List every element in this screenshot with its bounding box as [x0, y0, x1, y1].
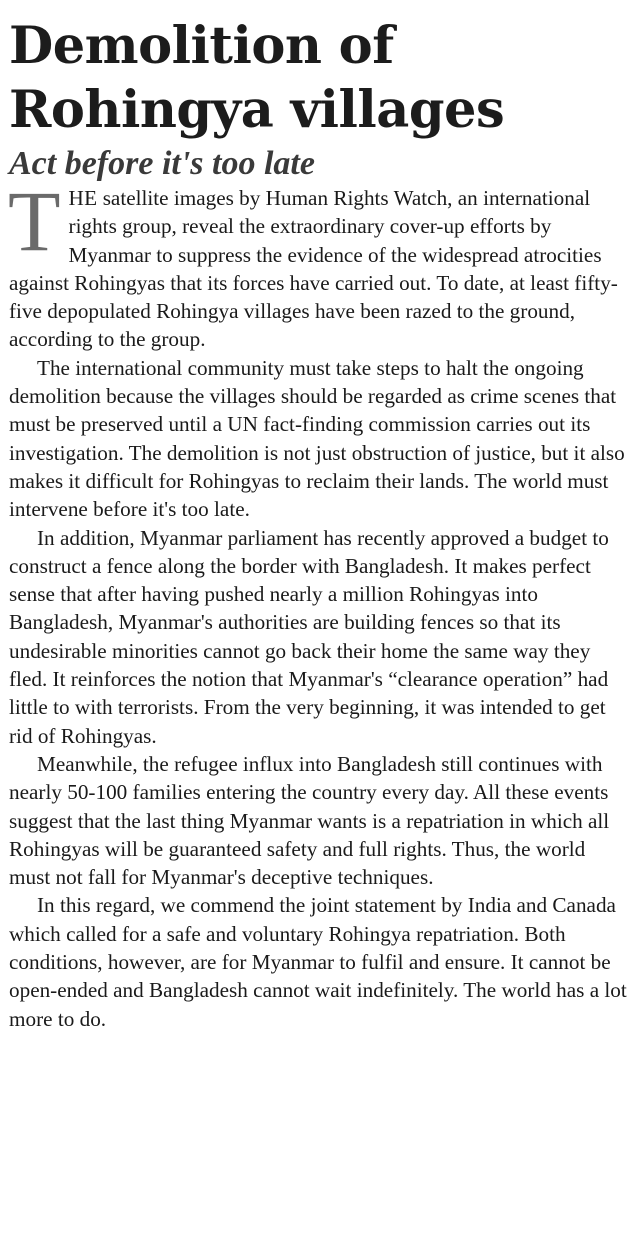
lead-word: HE [68, 186, 98, 210]
article-body [8, 173, 629, 1033]
headline-line-1: Demolition of [9, 16, 394, 76]
paragraph-3: In addition, Myanmar parliament has recently approved a budget to construct a fence along the border with Bangladesh. It makes perfect sense that after having pushed nearly a million Rohingyas into Bangladesh, Myanmar's authorities are building fences so that its undesirable minorities cannot go back their home the same way they fled. It reinforces the notion that Myanmar's “clearance operation” had little to with terrorists. From the very beginning, it was intended to get rid of Rohingyas. [9, 525, 609, 748]
headline-line-2: Rohingya villages [9, 80, 505, 140]
subheadline: Act before it's too late [9, 145, 315, 182]
drop-cap: T [8, 173, 61, 269]
paragraph-5: In this regard, we commend the joint statement by India and Canada which called for a safe and voluntary Rohingya repatriation. Both conditions, however, are for Myanmar to fulfil and ensure. It cannot be open-ended and Bangladesh cannot wait indefinitely. The world has a lot more to do. [9, 893, 627, 1031]
paragraph-1 [8, 173, 629, 354]
headline [9, 14, 629, 142]
editorial-article [9, 14, 629, 1033]
paragraph-4: Meanwhile, the refugee influx into Bangladesh still continues with nearly 50-100 families entering the country every day. All these events suggest that the last thing Myanmar wants is a repatriation in which all Rohingyas will be guaranteed safety and full rights. Thus, the world must not fall for Myanmar's deceptive techniques. [9, 751, 610, 890]
paragraph-1-text: satellite images by Human Rights Watch, an international rights group, reveal the extraordinary cover-up efforts by Myanmar to suppress the evidence of the widespread atrocities against Rohingyas that its forces have carried out. To date, at least fifty-five depopulated Rohingya villages have been razed to the ground, according to the group. [9, 186, 618, 352]
paragraph-2: The international community must take steps to halt the ongoing demolition because the villages should be regarded as crime scenes that must be preserved until a UN fact-finding commission carries out its investigation. The demolition is not just obstruction of justice, but it also makes it difficult for Rohingyas to reclaim their lands. The world must intervene before it's too late. [9, 355, 625, 522]
